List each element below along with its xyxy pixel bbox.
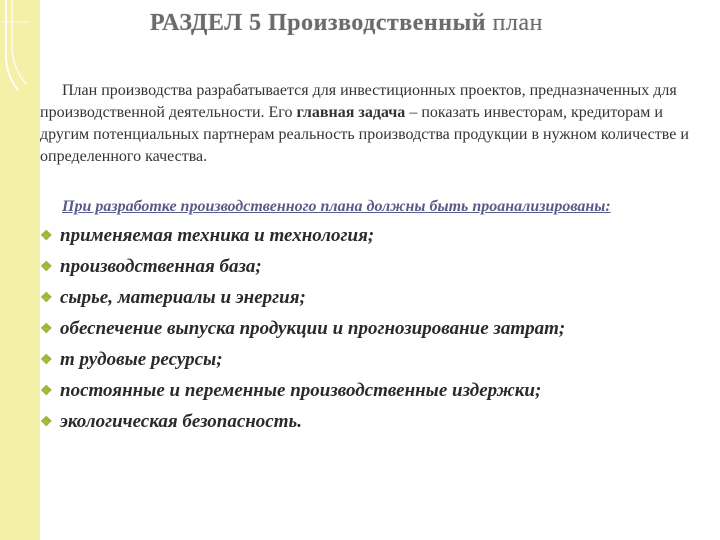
- analysis-items-list: [40, 220, 720, 437]
- intro-paragraph: [40, 80, 712, 168]
- list-item: [40, 344, 720, 375]
- diamond-bullet-icon: ❖: [40, 415, 53, 430]
- title-part-plan: план: [492, 10, 543, 36]
- list-item: [40, 375, 720, 406]
- slide-title: [150, 10, 710, 37]
- diamond-bullet-icon: ❖: [40, 291, 53, 306]
- diamond-bullet-icon: ❖: [40, 322, 53, 337]
- list-item: [40, 282, 720, 313]
- title-part-production: Производственный: [268, 10, 487, 36]
- lead-text: При разработке производственного плана должны быть проанализированы:: [62, 198, 611, 215]
- diamond-bullet-icon: ❖: [40, 384, 53, 399]
- list-item-text: сырье, материалы и энергия;: [60, 287, 306, 308]
- list-item-text: экологическая безопасность.: [60, 411, 302, 432]
- title-part-section: РАЗДЕЛ 5: [150, 10, 262, 36]
- list-item-text: обеспечение выпуска продукции и прогнозирование затрат;: [60, 318, 566, 339]
- lead-sentence: [62, 196, 720, 218]
- diamond-bullet-icon: ❖: [40, 229, 53, 244]
- list-item: [40, 313, 720, 344]
- list-item: [40, 406, 720, 437]
- intro-text-end: – показать инвесторам, кредиторам и другим потенциальных партнерам реальность производства продукции в нужном количестве и определенного качества.: [40, 104, 689, 165]
- intro-bold-task: главная задача: [296, 104, 406, 121]
- list-item-text: постоянные и переменные производственные издержки;: [60, 380, 542, 401]
- diamond-bullet-icon: ❖: [40, 353, 53, 368]
- list-item-text: т рудовые ресурсы;: [60, 349, 223, 370]
- list-item-text: применяемая техника и технология;: [60, 225, 375, 246]
- diamond-bullet-icon: ❖: [40, 260, 53, 275]
- list-item-text: производственная база;: [60, 256, 262, 277]
- side-ornament-decoration: [0, 0, 40, 100]
- list-item: [40, 220, 720, 251]
- intro-text-start: План производства разрабатывается для инвестиционных проектов, предназначенных для производственной деятельности. Его: [40, 82, 677, 121]
- list-item: [40, 251, 720, 282]
